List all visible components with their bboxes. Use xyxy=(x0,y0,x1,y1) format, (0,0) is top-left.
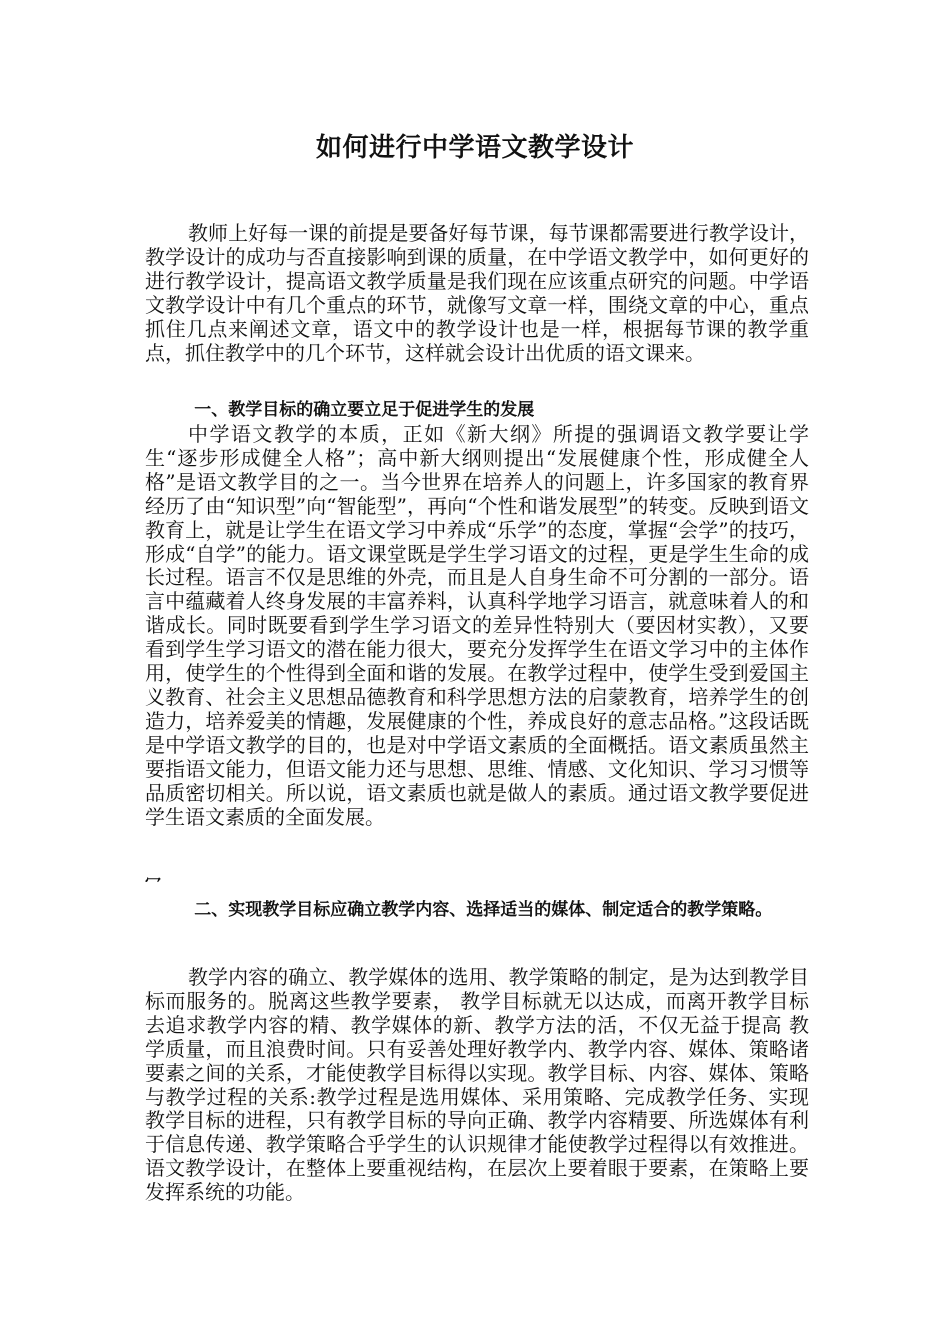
stray-mark: 冖 xyxy=(145,872,162,891)
section-1-paragraph: 中学语文教学的本质，正如《新大纲》所提的强调语文教学要让学生“逐步形成健全人格”；高中新大纲则提出“发展健康个性，形成健全人格”是语文教学目的之一。当今世界在培养人的问题上，许多国家的教育界经历了由“知识型”向“智能型”，再向“个性和谐发展型”的转变。反映到语文教育上，就是让学生在语文学习中养成“乐学”的态度，掌握“会学”的技巧，形成“自学”的能力。语文课堂既是学生学习语文的过程，更是学生生命的成长过程。语言不仅是思维的外壳，而且是人自身生命不可分割的一部分。语言中蕴藏着人终身发展的丰富养料，认真科学地学习语言，就意味着人的和谐成长。同时既要看到学生学习语文的差异性特别大（要因材实教），又要看到学生学习语文的潜在能力很大，要充分发挥学生在语文学习中的主体作用，使学生的个性得到全面和谐的发展。在教学过程中，使学生受到爱国主义教育、社会主义思想品德教育和科学思想方法的启蒙教育，培养学生的创造力，培养爱美的情趣，发展健康的个性，养成良好的意志品格。”这段话既是中学语文教学的目的，也是对中学语文素质的全面概括。语文素质虽然主要指语文能力，但语文能力还与思想、思维、情感、文化知识、学习习惯等品质密切相关。所以说，语文素质也就是做人的素质。通过语文教学要促进学生语文素质的全面发展。 xyxy=(145,422,809,829)
intro-paragraph: 教师上好每一课的前提是要备好每节课，每节课都需要进行教学设计，教学设计的成功与否直接影响到课的质量，在中学语文教学中，如何更好的进行教学设计，提高语文教学质量是我们现在应该重点研究的问题。中学语文教学设计中有几个重点的环节，就像写文章一样，围绕文章的中心，重点抓住几点来阐述文章，语文中的教学设计也是一样，根据每节课的教学重点，抓住教学中的几个环节，这样就会设计出优质的语文课来。 xyxy=(145,221,809,365)
section-heading-1: 一、教学目标的确立要立足于促进学生的发展 xyxy=(194,400,535,420)
section-2-paragraph: 教学内容的确立、教学媒体的选用、教学策略的制定，是为达到教学目标而服务的。脱离这些教学要素， 教学目标就无以达成，而离开教学目标去追求教学内容的精、教学媒体的新、教学方法的活，不仅无益于提高 教学质量，而且浪费时间。只有妥善处理好教学内、教学内容、媒体、策略诸要素之间的关系，才能使教学目标得以实现。教学目标、内容、媒体、策略与教学过程的关系:教学过程是选用媒体、采用策略、完成教学任务、实现教学目标的进程，只有教学目标的导向正确、教学内容精要、所选媒体有利于信息传递、教学策略合乎学生的认识规律才能使教学过程得以有效推进。语文教学设计，在整体上要重视结构，在层次上要着眼于要素，在策略上要发挥系统的功能。 xyxy=(145,965,809,1205)
document-title: 如何进行中学语文教学设计 xyxy=(315,133,634,163)
section-heading-2: 二、实现教学目标应确立教学内容、选择适当的媒体、制定适合的教学策略。 xyxy=(194,900,773,920)
